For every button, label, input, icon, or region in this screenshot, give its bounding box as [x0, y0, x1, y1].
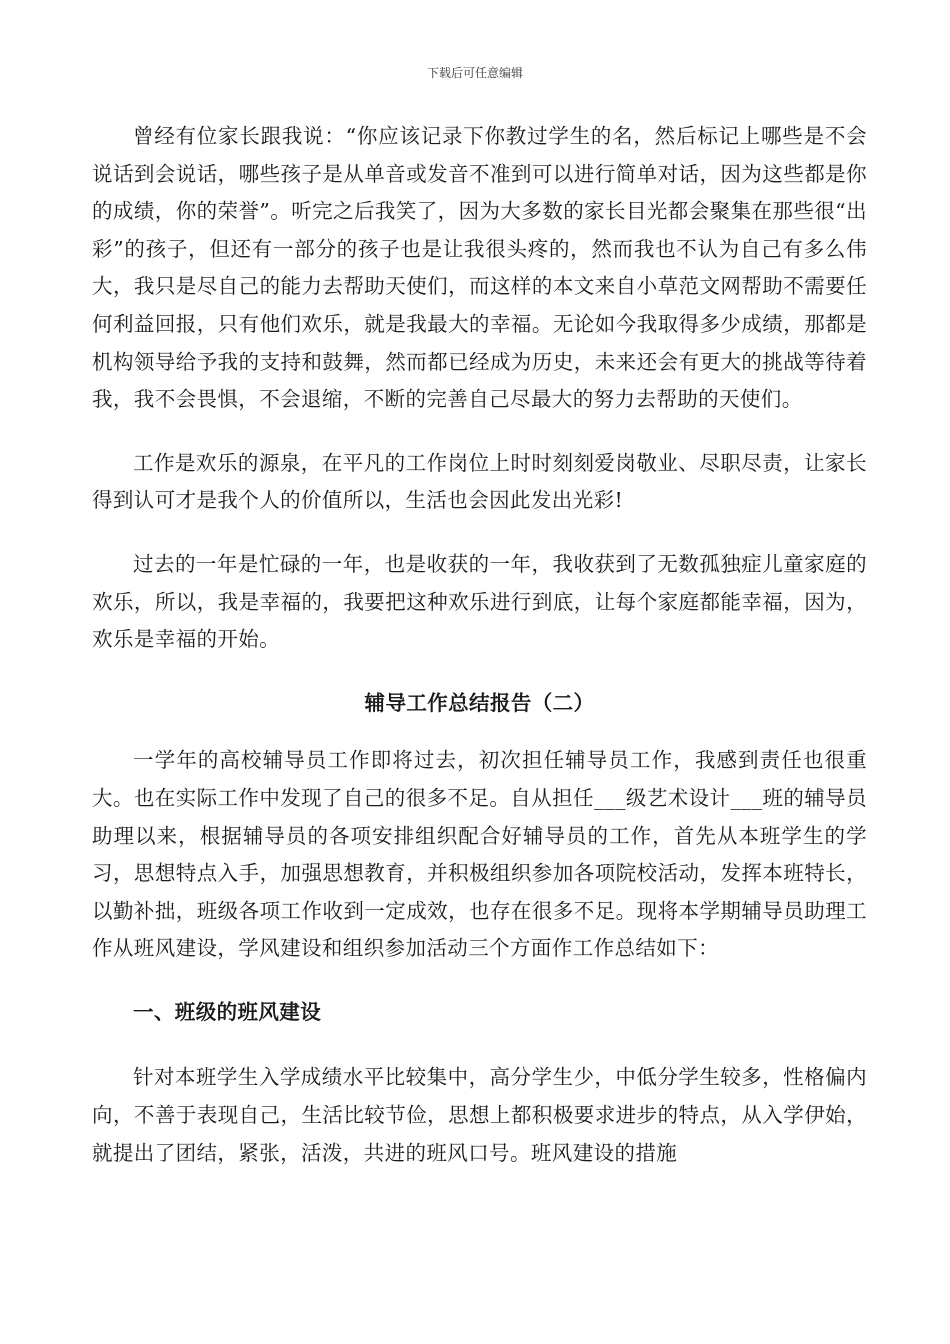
paragraph-4: 一学年的高校辅导员工作即将过去，初次担任辅导员工作，我感到责任也很重大。也在实际工作中发现了自己的很多不足。自从担任___级艺术设计___班的辅导员助理以来，根据辅导员的各项安排组织配合好辅导员的工作，首先从本班学生的学习，思想特点入手，加强思想教育，并积极组织参加各项院校活动，发挥本班特长，以勤补拙，班级各项工作收到一定成效，也存在很多不足。现将本学期辅导员助理工作从班风建设，学风建设和组织参加活动三个方面作工作总结如下：: [92, 748, 867, 961]
sub-heading: 一、班级的班风建设: [133, 999, 322, 1024]
header-note: 下载后可任意编辑: [426, 66, 523, 80]
document-body: [92, 118, 867, 1172]
paragraph-2: 工作是欢乐的源泉，在平凡的工作岗位上时时刻刻爱岗敬业、尽职尽责，让家长得到认可才是我个人的价值所以，生活也会因此发出光彩!: [92, 450, 867, 513]
paragraph-3: 过去的一年是忙碌的一年，也是收获的一年，我收获到了无数孤独症儿童家庭的欢乐，所以，我是幸福的，我要把这种欢乐进行到底，让每个家庭都能幸福，因为，欢乐是幸福的开始。: [92, 551, 867, 652]
paragraph-1: 曾经有位家长跟我说：“你应该记录下你教过学生的名，然后标记上哪些是不会说话到会说话，哪些孩子是从单音或发音不准到可以进行简单对话，因为这些都是你的成绩，你的荣誉”。听完之后我笑了，因为大多数的家长目光都会聚集在那些很“出彩”的孩子，但还有一部分的孩子也是让我很头疼的，然而我也不认为自己有多么伟大，我只是尽自己的能力去帮助天使们，而这样的本文来自小草范文网帮助不需要任何利益回报，只有他们欢乐，就是我最大的幸福。无论如今我取得多少成绩，那都是机构领导给予我的支持和鼓舞，然而都已经成为历史，未来还会有更大的挑战等待着我，我不会畏惧，不会退缩，不断的完善自己尽最大的努力去帮助的天使们。: [92, 124, 867, 412]
section-title: 辅导工作总结报告（二）: [364, 690, 595, 715]
paragraph-5: 针对本班学生入学成绩水平比较集中，高分学生少，中低分学生较多，性格偏内向，不善于表现自己，生活比较节俭，思想上都积极要求进步的特点，从入学伊始，就提出了团结，紧张，活泼，共进的班风口号。班风建设的措施: [92, 1065, 867, 1165]
